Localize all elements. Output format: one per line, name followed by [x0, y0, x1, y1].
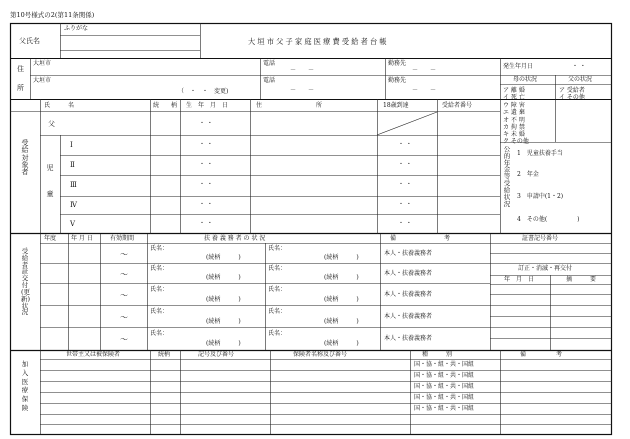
child-birth-dot-3: ・ ・	[199, 181, 213, 188]
reissue-col-summary: 摘 要	[566, 276, 597, 283]
ins-col-relation: 続柄	[158, 351, 171, 358]
name-label-5b: 氏名：	[268, 330, 287, 337]
relation-label-3a: (続柄 )	[206, 296, 241, 303]
form-number: 第10号様式の2(第11条関係)	[10, 11, 95, 19]
reissue-label: 訂正・消滅・再交付	[518, 265, 573, 272]
tel-dash-1: － －	[290, 67, 315, 74]
relation-label-4b: (続柄 )	[324, 318, 359, 325]
mother-option: イ 死 亡	[503, 94, 525, 102]
note-text-4: 本人・扶養義務者	[384, 313, 433, 320]
child-label: 児童	[46, 164, 54, 198]
child-row-3: Ⅲ	[70, 181, 77, 189]
ins-type-1: 国・協・組・共・国組	[414, 361, 475, 368]
child-age-dot-5: ・ ・	[398, 220, 412, 227]
col-cert: 証書記号番号	[522, 235, 559, 242]
child-age-dot-1: ・ ・	[398, 141, 412, 148]
period-tilde-4: ～	[120, 313, 128, 322]
note-text-1: 本人・扶養義務者	[384, 250, 433, 257]
name-label-1a: 氏名：	[150, 245, 169, 252]
insurance-section-label: 加入医療保険	[21, 360, 29, 412]
ins-col-symbol: 記号及び番号	[198, 351, 235, 358]
father-option: イ その他	[559, 94, 585, 102]
note-text-5: 本人・扶養義務者	[384, 335, 433, 342]
mother-option: キ 未 婚	[503, 131, 525, 139]
relation-label-2b: (続柄 )	[324, 274, 359, 281]
mother-option: オ 不 明	[503, 116, 525, 124]
child-row-4: Ⅳ	[70, 201, 77, 209]
ins-type-4: 国・協・組・共・国組	[414, 394, 475, 401]
child-birth-dot-1: ・ ・	[199, 141, 213, 148]
reissue-col-date: 年 月 日	[504, 276, 535, 283]
city-2: 大垣市	[33, 77, 52, 84]
name-label-3b: 氏名：	[268, 286, 287, 293]
mother-option: カ 拘 禁	[503, 124, 525, 132]
birthday-label: 発生年月日	[503, 63, 534, 70]
child-birth-dot-5: ・ ・	[199, 220, 213, 227]
father-name-label: 父氏名	[19, 37, 40, 45]
col-year: 年度	[44, 235, 57, 242]
name-label-2b: 氏名：	[268, 265, 287, 272]
mother-option-other: ク その他	[503, 138, 529, 145]
page-title: 大垣市父子家庭医療費受給者台帳	[248, 37, 389, 46]
child-age-dot-4: ・ ・	[398, 201, 412, 208]
name-label-3a: 氏名：	[150, 286, 169, 293]
col-relation: 続 柄	[153, 102, 178, 109]
city-1: 大垣市	[33, 60, 52, 67]
mother-option: エ 遺 棄	[503, 109, 525, 117]
mother-options	[503, 87, 525, 139]
father-birth-dot: ・ ・	[199, 120, 213, 127]
ins-col-type: 種 別	[422, 351, 453, 358]
tel-dash-2: － －	[290, 87, 315, 94]
address-label-1: 住	[17, 65, 24, 73]
name-label-4b: 氏名：	[268, 308, 287, 315]
mother-option: ア 離 婚	[503, 87, 525, 94]
ins-col-insurer: 保険者名称及び番号	[293, 351, 348, 358]
mother-option: ウ 障 害	[503, 101, 525, 109]
pension-option-3: 3 申請中(1・2)	[517, 193, 564, 200]
history-section-label: 受給者証交付(更新)状況	[21, 247, 31, 317]
ins-type-3: 国・協・組・共・国組	[414, 383, 475, 390]
change-label: （ ・ ・ 変更)	[178, 88, 229, 95]
relation-label-1a: (続柄 )	[206, 254, 241, 261]
col-period: 有効期間	[110, 235, 135, 242]
furigana-label: ふりがな	[64, 25, 89, 32]
address-label-2: 所	[17, 84, 24, 92]
ins-col-head: 世帯主又は被保険者	[66, 351, 121, 358]
relation-label-5a: (続柄 )	[206, 340, 241, 347]
father-row-label: 父	[48, 120, 55, 128]
ins-col-note: 備 考	[520, 351, 563, 358]
father-options	[559, 87, 585, 102]
period-tilde-3: ～	[120, 291, 128, 300]
work-dash-2: － －	[412, 87, 437, 94]
relation-label-1b: (続柄 )	[324, 254, 359, 261]
work-dash-1: － －	[412, 67, 437, 74]
work-label-1: 勤務先	[388, 60, 407, 67]
name-label-1b: 氏名：	[268, 245, 287, 252]
col-note: 備 考	[390, 235, 451, 242]
child-age-dot-3: ・ ・	[398, 181, 412, 188]
work-label-2: 勤務先	[388, 77, 407, 84]
period-tilde-2: ～	[120, 270, 128, 279]
pension-option-2: 2 年金	[517, 171, 539, 178]
relation-label-3b: (続柄 )	[324, 296, 359, 303]
name-label-4a: 氏名：	[150, 308, 169, 315]
subjects-section-label: 受給対象者	[21, 139, 29, 177]
birthday-dot: ・ ・	[572, 63, 586, 70]
ins-type-5: 国・協・組・共・国組	[414, 405, 475, 412]
pension-option-4: 4 その他( )	[517, 216, 580, 223]
relation-label-5b: (続柄 )	[324, 340, 359, 347]
note-text-3: 本人・扶養義務者	[384, 291, 433, 298]
child-row-5: Ⅴ	[70, 220, 76, 228]
name-label-2a: 氏名：	[150, 265, 169, 272]
name-label-5a: 氏名：	[150, 330, 169, 337]
col-number: 受給者番号	[442, 102, 473, 109]
child-birth-dot-4: ・ ・	[199, 201, 213, 208]
col-age18: 18歳到達	[383, 102, 409, 109]
ins-type-2: 国・協・組・共・国組	[414, 372, 475, 379]
relation-label-4a: (続柄 )	[206, 318, 241, 325]
pension-option-1: 1 児童扶養手当	[517, 150, 563, 157]
father-option: ア 受給者	[559, 87, 585, 94]
child-birth-dot-2: ・ ・	[199, 161, 213, 168]
period-tilde-1: ～	[120, 250, 128, 259]
pension-label: 公的年金等受給状況	[503, 145, 511, 208]
col-address: 住 所	[256, 102, 323, 109]
period-tilde-5: ～	[120, 335, 128, 344]
note-text-2: 本人・扶養義務者	[384, 270, 433, 277]
col-date: 年 月 日	[71, 235, 93, 242]
child-age-dot-2: ・ ・	[398, 161, 412, 168]
col-birth: 生 年 月 日	[186, 102, 229, 109]
child-row-1: Ⅰ	[70, 141, 73, 149]
col-support: 扶 養 義 務 者 の 状 況	[204, 235, 266, 242]
tel-label-2: 電話	[263, 77, 276, 84]
child-row-2: Ⅱ	[70, 161, 75, 169]
relation-label-2a: (続柄 )	[206, 274, 241, 281]
col-name: 氏 名	[44, 102, 75, 109]
tel-label-1: 電話	[263, 60, 276, 67]
mother-status-label: 母の状況	[513, 76, 538, 83]
father-status-label: 父の状況	[568, 76, 593, 83]
